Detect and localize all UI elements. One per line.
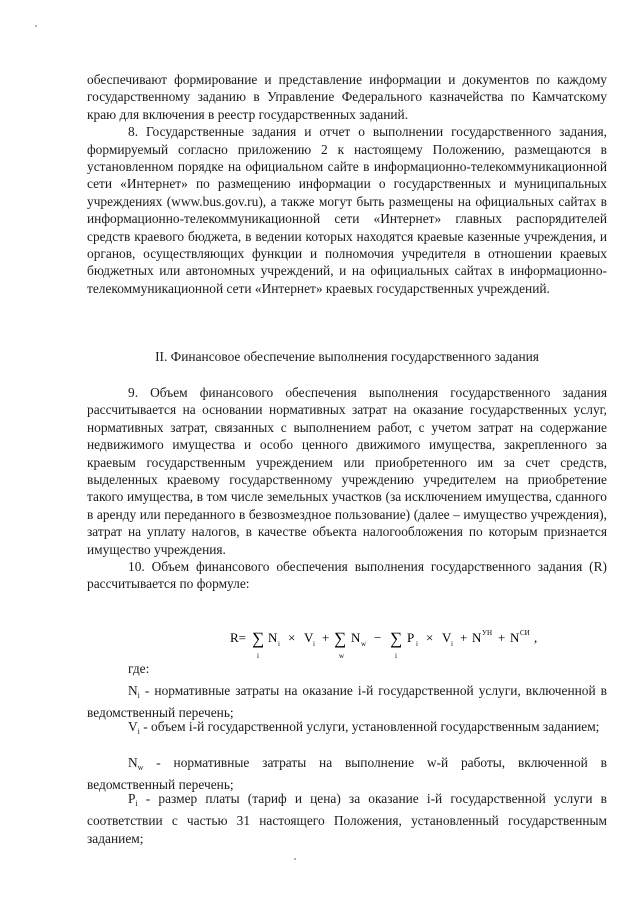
- formula-r: [230, 624, 610, 664]
- formula-times-1: ×: [288, 630, 296, 645]
- formula-times-2: ×: [426, 630, 434, 645]
- formula-p: P: [407, 630, 415, 645]
- where-label: где:: [128, 661, 150, 676]
- symbol-n-sub: i: [137, 691, 140, 700]
- formula-v-sub: i: [313, 640, 315, 648]
- formula-lhs: R=: [230, 630, 247, 645]
- formula-sum-1-index: i: [257, 652, 259, 660]
- formula-sum-2: ∑: [334, 629, 347, 648]
- formula-comma: ,: [534, 630, 538, 645]
- formula-n-un: N: [472, 630, 482, 645]
- definition-n: [87, 682, 607, 722]
- formula-plus-2: +: [460, 630, 468, 645]
- formula-p-sub: i: [416, 640, 418, 648]
- formula-sum-1: ∑: [252, 629, 265, 648]
- formula-v2-sub: i: [451, 640, 453, 648]
- definition-v: [87, 718, 607, 740]
- definition-n-text: - нормативные затраты на оказание i-й государственной услуги, включенной в ведомственный перечень;: [87, 683, 607, 721]
- formula-sum-3: ∑: [390, 629, 403, 648]
- paragraph-intro: обеспечивают формирование и представление информации и документов по каждому государственному заданию в Управление Федерального казначейства по Камчатскому краю для включения в реестр государственных заданий.: [87, 72, 607, 122]
- symbol-v-sub: i: [137, 727, 140, 736]
- text-section-top: [87, 71, 607, 297]
- scan-speck: [35, 25, 37, 27]
- formula-nw: N: [351, 630, 361, 645]
- formula-plus-1: +: [322, 630, 330, 645]
- symbol-p-sub: i: [135, 799, 138, 808]
- formula-v2: V: [442, 630, 452, 645]
- definition-v-text: - объем i-й государственной услуги, установленной государственным заданием;: [139, 719, 600, 734]
- symbol-v: V: [128, 719, 138, 734]
- symbol-nw: N: [128, 755, 138, 770]
- definition-p-text: - размер платы (тариф и цена) за оказание i-й государственной услуги в соответствии с частью 31 настоящего Положения, установленный государственным заданием;: [87, 791, 607, 846]
- formula-un-sup: УН: [482, 629, 493, 637]
- formula-nw-sub: w: [361, 640, 367, 648]
- definition-nw-text: - нормативные затраты на выполнение w-й работы, включенной в ведомственный перечень;: [87, 755, 607, 793]
- formula-n: N: [268, 630, 278, 645]
- formula-n-sub: i: [278, 640, 280, 648]
- paragraph-8: 8. Государственные задания и отчет о выполнении государственного задания, формируемый согласно приложению 2 к настоящему Положению, размещаются в установленном порядке на официальном сайте в информационно-телекоммуникационной сети «Интернет» по размещению информации о государственных и муниципальных учреждениях (www.bus.gov.ru), а также могут быть размещены на официальных сайтах в информационно-телекоммуникационной сети «Интернет» главных распорядителей средств краевого бюджета, в ведении которых находятся краевые казенные учреждения, и органов, осуществляющих функции и полномочия учредителя в отношении краевых бюджетных или автономных учреждений, и на официальных сайтах в информационно-телекоммуникационной сети «Интернет» краевых государственных учреждений.: [87, 124, 607, 296]
- formula-si-sup: СИ: [520, 629, 530, 637]
- definition-nw: [87, 754, 607, 794]
- symbol-n: N: [128, 683, 138, 698]
- formula-v: V: [304, 630, 314, 645]
- formula-n-si: N: [510, 630, 520, 645]
- definition-p: [87, 790, 607, 847]
- formula-plus-3: +: [498, 630, 506, 645]
- paragraph-10: 10. Объем финансового обеспечения выполнения государственного задания (R) рассчитывается по формуле:: [87, 559, 607, 592]
- scan-speck: [294, 858, 296, 860]
- formula-sum-3-index: i: [395, 652, 397, 660]
- symbol-nw-sub: w: [137, 763, 144, 772]
- symbol-p: P: [128, 791, 136, 806]
- section-heading: II. Финансовое обеспечение выполнения государственного задания: [155, 349, 539, 364]
- text-section-middle: [87, 384, 607, 593]
- paragraph-9: 9. Объем финансового обеспечения выполнения государственного задания рассчитывается на основании нормативных затрат на оказание государственных услуг, нормативных затрат, связанных с выполнением работ, с учетом затрат на содержание недвижимого имущества и особо ценного движимого имущества, закрепленного за краевым государственным учреждением или приобретенного им за счет средств, выделенных краевому государственному учреждению учредителем на приобретение такого имущества, в том числе земельных участков (за исключением имущества, сданного в аренду или переданного в безвозмездное пользование) (далее – имущество учреждения), затрат на уплату налогов, в качестве объекта налогообложения по которым признается имущество учреждения.: [87, 385, 607, 557]
- where-line: [87, 660, 607, 677]
- formula-minus: −: [374, 630, 382, 645]
- formula-sum-2-index: w: [339, 652, 345, 660]
